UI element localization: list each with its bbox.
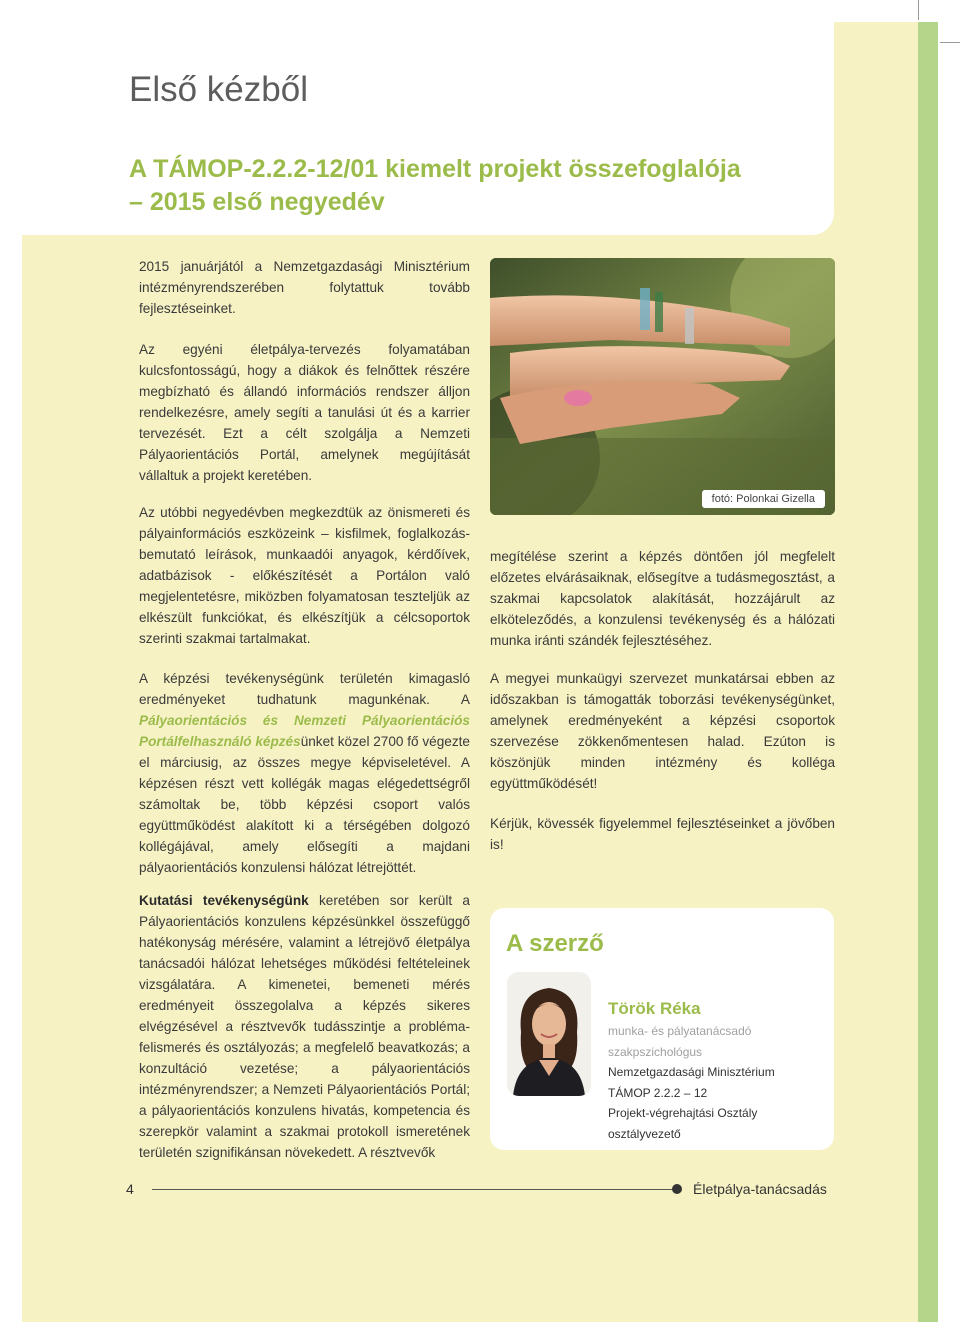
author-role-2: szakpszichológus bbox=[608, 1044, 703, 1059]
author-portrait bbox=[507, 972, 591, 1096]
research-text: keretében sor került a Pályaorientációs konzulens képzésünkkel összefüggő hatékonyság mérésére, valamint a létrejövő életpálya tanácsadói hálózat lehetséges működési feltételeinek vizsgálatára. A kimenetei, bemeneti mérés eredményeit összegolalva a képzés sikeres elvégzésével a résztvevők tudásszintje a probléma-felismerés és osztályozás; a megfelelő beavatkozás; a konzultáció vezetése; a pályaorientációs intézményrendszer; a Nemzeti Pályaorientációs Portál; a pályaorientációs konzulens hivatás, kompetencia és szerepkör valamint a szakmai protokoll ismeretének területén szignifikánsan növekedett. A résztvevők bbox=[139, 893, 470, 1160]
hands-photo bbox=[490, 258, 835, 515]
publication-name: Életpálya-tanácsadás bbox=[693, 1181, 827, 1197]
footer-rule bbox=[152, 1189, 676, 1190]
right-column-results bbox=[490, 546, 835, 651]
footer-dot bbox=[672, 1184, 682, 1194]
author-box bbox=[490, 908, 834, 1150]
author-details bbox=[608, 1021, 775, 1144]
paragraph-thanks: A megyei munkaügyi szervezet munkatársai ebben az időszakban is támogatták toborzási tevékenységünket, amelynek eredményeként a képzési csoportok szervezése zökkenőmentesen halad. Ezúton is köszönjük minden intézmény és kolléga együttműködését! bbox=[490, 671, 835, 791]
crop-mark bbox=[918, 0, 919, 20]
article-title-line-2: – 2015 első negyedév bbox=[129, 188, 385, 216]
left-column-training bbox=[139, 668, 470, 878]
side-stripe bbox=[918, 22, 938, 1322]
page-number: 4 bbox=[126, 1181, 134, 1197]
photo-credit: fotó: Polonkai Gizella bbox=[702, 490, 825, 508]
author-name: Török Réka bbox=[608, 999, 701, 1018]
author-portrait-illustration bbox=[507, 972, 591, 1096]
paragraph-tools: Az utóbbi negyedévben megkezdtük az önismereti és pályainformációs eszközeink – kisfilmek, foglalkozás-bemutató leírások, munkaadói anyagok, kérdőívek, adatbázisok - előkészítését a Portálon való megjelentetésre, miközben folyamatosan teszteljük az elkészült funkciókat, és elkészítjük a célcsoportok szerinti szakmai tartalmakat. bbox=[139, 505, 470, 646]
left-column-research bbox=[139, 890, 470, 1163]
training-course-name: Pályaorientációs és Nemzeti Pályaorientációs Portálfelhasználó képzés bbox=[139, 713, 470, 749]
right-column-thanks bbox=[490, 668, 835, 794]
author-heading: A szerző bbox=[506, 930, 604, 957]
paragraph-training bbox=[139, 668, 470, 878]
left-column-portal bbox=[139, 339, 470, 486]
training-text-start: A képzési tevékenységünk területén kimagasló eredményeket tudhatunk magunkénak. A bbox=[139, 671, 470, 707]
section-label: Első kézből bbox=[129, 70, 308, 109]
left-column-tools bbox=[139, 502, 470, 649]
paragraph-intro: 2015 januárjától a Nemzetgazdasági Minisztérium intézményrendszerében folytattuk tovább fejlesztéseinket. bbox=[139, 259, 470, 316]
article-title bbox=[129, 153, 741, 219]
right-column-closing bbox=[490, 813, 835, 855]
article-title-line-1: A TÁMOP-2.2.2-12/01 kiemelt projekt összefoglalója bbox=[129, 155, 741, 183]
header-panel bbox=[0, 0, 834, 235]
paragraph-research bbox=[139, 890, 470, 1163]
left-column bbox=[139, 256, 470, 319]
research-heading-phrase: Kutatási tevékenységünk bbox=[139, 893, 309, 908]
author-org-2: TÁMOP 2.2.2 – 12 bbox=[608, 1085, 708, 1100]
crop-mark bbox=[940, 42, 960, 43]
author-org-3: Projekt-végrehajtási Osztály bbox=[608, 1106, 758, 1120]
hands-photo-illustration bbox=[490, 258, 835, 515]
paragraph-closing: Kérjük, kövessék figyelemmel fejlesztéseinket a jövőben is! bbox=[490, 816, 835, 852]
paragraph-portal: Az egyéni életpálya-tervezés folyamatában kulcsfontosságú, hogy a diákok és felnőttek részére megbízható és állandó információs rendszer álljon rendelkezésre, amely segíti a tanulási út és a karrier tervezését. Ezt a célt szolgálja a Nemzeti Pályaorientációs Portál, amelynek megújítását vállaltuk a projekt keretében. bbox=[139, 342, 470, 483]
author-role-1: munka- és pályatanácsadó bbox=[608, 1024, 752, 1038]
training-text-end: ünket közel 2700 fő végezte el márciusig, az összes megye képviseletével. A képzésen részt vett kollégák magas elégedettségről számoltak be, több képzési csoport valós együttműködést alakított ki a térségében dolgozó kollégájával, amely elősegíti a majdani pályaorientációs konzulensi hálózat létrejöttét. bbox=[139, 734, 470, 875]
paragraph-results: megítélése szerint a képzés döntően jól megfelelt előzetes elvárásaiknak, elősegítve a tudásmegosztást, a szakmai kapcsolatok alakítását, hozzájárult az elköteleződés, a konzulensi tevékenység és a hálózati munka iránti szándék fejlesztéséhez. bbox=[490, 549, 835, 648]
author-org-4: osztályvezető bbox=[608, 1126, 681, 1141]
author-org-1: Nemzetgazdasági Minisztérium bbox=[608, 1065, 775, 1079]
